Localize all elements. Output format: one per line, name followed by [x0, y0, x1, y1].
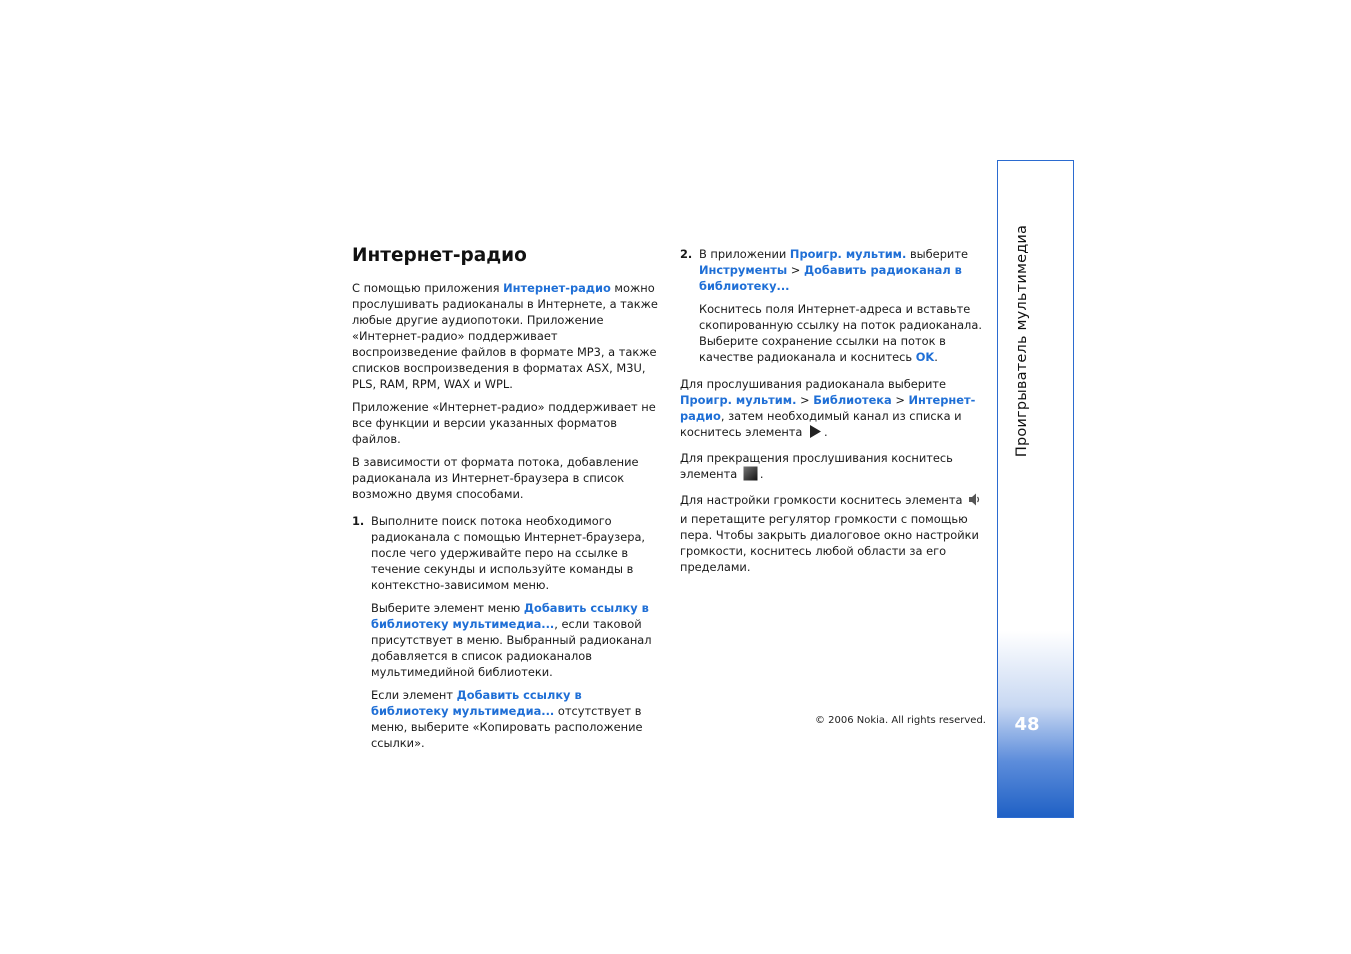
step-2-paste-paragraph: [680, 301, 986, 365]
right-column: [680, 246, 986, 582]
volume-paragraph: [680, 492, 986, 575]
menu-term: Библиотека: [813, 393, 892, 407]
stop-paragraph: [680, 450, 986, 485]
intro-paragraph: [352, 280, 662, 392]
stop-icon: [743, 466, 758, 485]
menu-term: Инструменты: [699, 263, 788, 277]
formats-note-paragraph: Приложение «Интернет-радио» поддерживает не все функции и версии указанных форматов файлов.: [352, 400, 656, 446]
section-title: Проигрыватель мультимедиа: [1014, 224, 1030, 458]
menu-term: OK: [915, 350, 935, 364]
text-run: .: [934, 350, 938, 364]
step-number: 2.: [680, 247, 693, 261]
menu-term: Интернет-радио: [680, 393, 976, 423]
text-run: выберите: [906, 247, 968, 261]
text-run: .: [759, 467, 764, 481]
text-run: Для прекращения прослушивания коснитесь элемента: [680, 451, 953, 481]
text-run: В приложении: [699, 247, 790, 261]
methods-paragraph: В зависимости от формата потока, добавление радиоканала из Интернет-браузера в список возможно двумя способами.: [352, 455, 639, 501]
text-run: Для настройки громкости коснитесь элемента: [680, 493, 967, 507]
left-column: [352, 244, 662, 758]
copyright-footer: © 2006 Nokia. All rights reserved.: [814, 715, 986, 726]
text-run: Коснитесь поля Интернет-адреса и вставьте скопированную ссылку на поток радиоканала. Выберите сохранение ссылки на поток в качестве радиоканала и коснитесь: [699, 302, 982, 364]
text-run: отсутствует в меню, выберите «Копировать расположение ссылки».: [371, 704, 643, 750]
listen-paragraph: [680, 376, 986, 443]
menu-term: Проигр. мультим.: [680, 393, 797, 407]
text-run: С помощью приложения: [352, 281, 504, 295]
menu-term: Добавить ссылку в библиотеку мультимедиа...: [371, 601, 649, 631]
page-number: 48: [1014, 714, 1040, 735]
text-run: .: [824, 425, 828, 439]
step-number: 1.: [352, 514, 365, 528]
text-run: можно прослушивать радиоканалы в Интернете, а также любые другие аудиопотоки. Приложение «Интернет-радио» поддерживает воспроизведение файлов в формате MP3, а также списков воспроизведения в форматах ASX, M3U, PLS, RAM, RPM, WAX и WPL.: [352, 281, 658, 391]
text-run: Для прослушивания радиоканала выберите: [680, 377, 947, 391]
text-run: , если таковой присутствует в меню. Выбранный радиоканал добавляется в список радиоканалов мультимедийной библиотеки.: [371, 617, 652, 679]
menu-term: Интернет-радио: [503, 281, 611, 295]
play-icon: [808, 424, 822, 443]
menu-term: Добавить ссылку в библиотеку мультимедиа...: [371, 688, 582, 718]
menu-term: Проигр. мультим.: [789, 247, 907, 261]
text-run: Если элемент: [371, 688, 457, 702]
step-1-add-link-paragraph: [352, 600, 662, 680]
text-run: >: [796, 393, 814, 407]
text-run: и перетащите регулятор громкости с помощью пера. Чтобы закрыть диалоговое окно настройки громкости, коснитесь любой области за его пределами.: [680, 512, 979, 574]
step-1-copy-link-paragraph: [352, 687, 662, 751]
step-1: [352, 513, 662, 593]
text-run: >: [891, 393, 909, 407]
text-run: Выберите элемент меню: [371, 601, 524, 615]
page-title: Интернет-радио: [352, 245, 527, 266]
step-2: [680, 246, 986, 294]
text-run: , затем необходимый канал из списка и коснитесь элемента: [680, 409, 962, 439]
text-run: >: [787, 263, 804, 277]
step-2-text: [699, 247, 968, 293]
section-tab: [997, 160, 1074, 818]
menu-term: Добавить радиоканал в библиотеку...: [699, 263, 962, 293]
step-1-text: Выполните поиск потока необходимого радиоканала с помощью Интернет-браузера, после чего удерживайте перо на ссылке в течение секунды и используйте команды в контекстно-зависимом меню.: [371, 514, 646, 592]
speaker-icon: [968, 492, 981, 511]
